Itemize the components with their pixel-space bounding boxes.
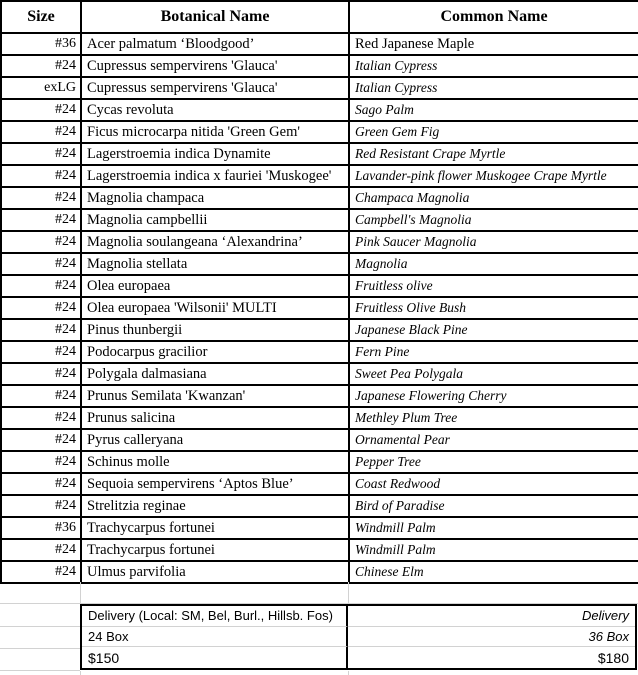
size-cell[interactable]: #24 xyxy=(1,297,81,319)
delivery-price-block xyxy=(80,604,637,670)
table-row xyxy=(1,77,638,99)
table-row xyxy=(1,121,638,143)
table-row xyxy=(1,187,638,209)
botanical-name-cell[interactable]: Trachycarpus fortunei xyxy=(81,517,349,539)
price-36-cell[interactable]: $180 xyxy=(597,649,629,666)
common-name-cell[interactable]: Windmill Palm xyxy=(349,517,638,539)
size-cell[interactable]: #24 xyxy=(1,473,81,495)
column-header-botanical[interactable]: Botanical Name xyxy=(81,1,349,33)
botanical-name-cell[interactable]: Trachycarpus fortunei xyxy=(81,539,349,561)
column-header-common[interactable]: Common Name xyxy=(349,1,638,33)
delivery-local-cell[interactable]: Delivery (Local: SM, Bel, Burl., Hillsb. Fos) xyxy=(82,606,348,627)
size-cell[interactable]: #24 xyxy=(1,209,81,231)
botanical-name-cell[interactable]: Polygala dalmasiana xyxy=(81,363,349,385)
gridline xyxy=(80,671,81,675)
table-row xyxy=(1,495,638,517)
common-name-cell[interactable]: Fern Pine xyxy=(349,341,638,363)
botanical-name-cell[interactable]: Ficus microcarpa nitida 'Green Gem' xyxy=(81,121,349,143)
common-name-cell[interactable]: Sago Palm xyxy=(349,99,638,121)
table-row xyxy=(1,451,638,473)
common-name-cell[interactable]: Coast Redwood xyxy=(349,473,638,495)
common-name-cell[interactable]: Pink Saucer Magnolia xyxy=(349,231,638,253)
botanical-name-cell[interactable]: Sequoia sempervirens ‘Aptos Blue’ xyxy=(81,473,349,495)
size-cell[interactable]: #24 xyxy=(1,319,81,341)
botanical-name-cell[interactable]: Magnolia stellata xyxy=(81,253,349,275)
common-name-cell[interactable]: Italian Cypress xyxy=(349,77,638,99)
botanical-name-cell[interactable]: Cupressus sempervirens 'Glauca' xyxy=(81,55,349,77)
size-cell[interactable]: #24 xyxy=(1,385,81,407)
table-header xyxy=(1,1,638,33)
table-row xyxy=(1,253,638,275)
common-name-cell[interactable]: Magnolia xyxy=(349,253,638,275)
size-cell[interactable]: #24 xyxy=(1,451,81,473)
botanical-name-cell[interactable]: Ulmus parvifolia xyxy=(81,561,349,583)
common-name-cell[interactable]: Red Japanese Maple xyxy=(349,33,638,55)
common-name-cell[interactable]: Champaca Magnolia xyxy=(349,187,638,209)
box-24-cell[interactable]: 24 Box xyxy=(82,627,348,648)
botanical-name-cell[interactable]: Lagerstroemia indica Dynamite xyxy=(81,143,349,165)
size-cell[interactable]: #24 xyxy=(1,275,81,297)
gridline xyxy=(348,671,349,675)
botanical-name-cell[interactable]: Pinus thunbergii xyxy=(81,319,349,341)
box-36-cell[interactable]: 36 Box xyxy=(348,627,635,648)
common-name-cell[interactable]: Windmill Palm xyxy=(349,539,638,561)
gridline xyxy=(0,648,80,649)
botanical-name-cell[interactable]: Schinus molle xyxy=(81,451,349,473)
table-row xyxy=(1,341,638,363)
botanical-name-cell[interactable]: Magnolia champaca xyxy=(81,187,349,209)
common-name-cell[interactable]: Italian Cypress xyxy=(349,55,638,77)
table-row xyxy=(1,297,638,319)
table-row xyxy=(1,275,638,297)
common-name-cell[interactable]: Methley Plum Tree xyxy=(349,407,638,429)
gridline xyxy=(348,582,349,603)
delivery-label-cell[interactable]: Delivery xyxy=(348,606,635,627)
table-row xyxy=(1,55,638,77)
botanical-name-cell[interactable]: Pyrus calleryana xyxy=(81,429,349,451)
table-body xyxy=(1,33,638,583)
size-cell[interactable]: #24 xyxy=(1,231,81,253)
botanical-name-cell[interactable]: Podocarpus gracilior xyxy=(81,341,349,363)
table-row xyxy=(1,473,638,495)
size-cell[interactable]: #24 xyxy=(1,495,81,517)
table-row xyxy=(1,319,638,341)
table-row xyxy=(1,165,638,187)
gridline xyxy=(80,582,81,603)
column-header-size[interactable]: Size xyxy=(1,1,81,33)
size-cell[interactable]: #24 xyxy=(1,363,81,385)
table-row xyxy=(1,231,638,253)
botanical-name-cell[interactable]: Lagerstroemia indica x fauriei 'Muskogee' xyxy=(81,165,349,187)
common-name-cell[interactable]: Fruitless olive xyxy=(349,275,638,297)
size-cell[interactable]: #24 xyxy=(1,539,81,561)
common-name-cell[interactable]: Japanese Black Pine xyxy=(349,319,638,341)
botanical-name-cell[interactable]: Cupressus sempervirens 'Glauca' xyxy=(81,77,349,99)
table-row xyxy=(1,385,638,407)
common-name-cell[interactable]: Lavander-pink flower Muskogee Crape Myrtle xyxy=(349,165,638,187)
botanical-name-cell[interactable]: Prunus Semilata 'Kwanzan' xyxy=(81,385,349,407)
common-name-cell[interactable]: Fruitless Olive Bush xyxy=(349,297,638,319)
table-row xyxy=(1,407,638,429)
common-name-cell[interactable]: Ornamental Pear xyxy=(349,429,638,451)
table-row xyxy=(1,429,638,451)
common-name-cell[interactable]: Japanese Flowering Cherry xyxy=(349,385,638,407)
size-cell[interactable]: #36 xyxy=(1,33,81,55)
size-cell[interactable]: #24 xyxy=(1,165,81,187)
gridline xyxy=(0,670,80,671)
botanical-name-cell[interactable]: Magnolia campbellii xyxy=(81,209,349,231)
table-row xyxy=(1,517,638,539)
size-cell[interactable]: #24 xyxy=(1,121,81,143)
table-row xyxy=(1,33,638,55)
size-cell[interactable]: #36 xyxy=(1,517,81,539)
botanical-name-cell[interactable]: Cycas revoluta xyxy=(81,99,349,121)
common-name-cell[interactable]: Bird of Paradise xyxy=(349,495,638,517)
botanical-name-cell[interactable]: Strelitzia reginae xyxy=(81,495,349,517)
table-row xyxy=(1,561,638,583)
size-cell[interactable]: #24 xyxy=(1,561,81,583)
size-cell[interactable]: #24 xyxy=(1,429,81,451)
size-cell[interactable]: #24 xyxy=(1,253,81,275)
table-row xyxy=(1,539,638,561)
common-name-cell[interactable]: Campbell's Magnolia xyxy=(349,209,638,231)
size-cell[interactable]: #24 xyxy=(1,407,81,429)
common-name-cell[interactable]: Green Gem Fig xyxy=(349,121,638,143)
botanical-name-cell[interactable]: Prunus salicina xyxy=(81,407,349,429)
gridline xyxy=(0,626,80,627)
botanical-name-cell[interactable]: Olea europaea 'Wilsonii' MULTI xyxy=(81,297,349,319)
botanical-name-cell[interactable]: Magnolia soulangeana ‘Alexandrina’ xyxy=(81,231,349,253)
size-cell[interactable]: #24 xyxy=(1,143,81,165)
size-cell[interactable]: #24 xyxy=(1,55,81,77)
price-24-cell[interactable]: $150 xyxy=(82,647,348,668)
table-row xyxy=(1,209,638,231)
common-name-cell[interactable]: Red Resistant Crape Myrtle xyxy=(349,143,638,165)
common-name-cell[interactable]: Sweet Pea Polygala xyxy=(349,363,638,385)
common-name-cell[interactable]: Chinese Elm xyxy=(349,561,638,583)
common-name-cell[interactable]: Pepper Tree xyxy=(349,451,638,473)
botanical-name-cell[interactable]: Olea europaea xyxy=(81,275,349,297)
size-cell[interactable]: #24 xyxy=(1,99,81,121)
botanical-name-cell[interactable]: Acer palmatum ‘Bloodgood’ xyxy=(81,33,349,55)
size-cell[interactable]: #24 xyxy=(1,341,81,363)
size-cell[interactable]: #24 xyxy=(1,187,81,209)
table-row xyxy=(1,363,638,385)
header-row xyxy=(1,1,638,33)
table-row xyxy=(1,143,638,165)
table-row xyxy=(1,99,638,121)
size-cell[interactable]: exLG xyxy=(1,77,81,99)
